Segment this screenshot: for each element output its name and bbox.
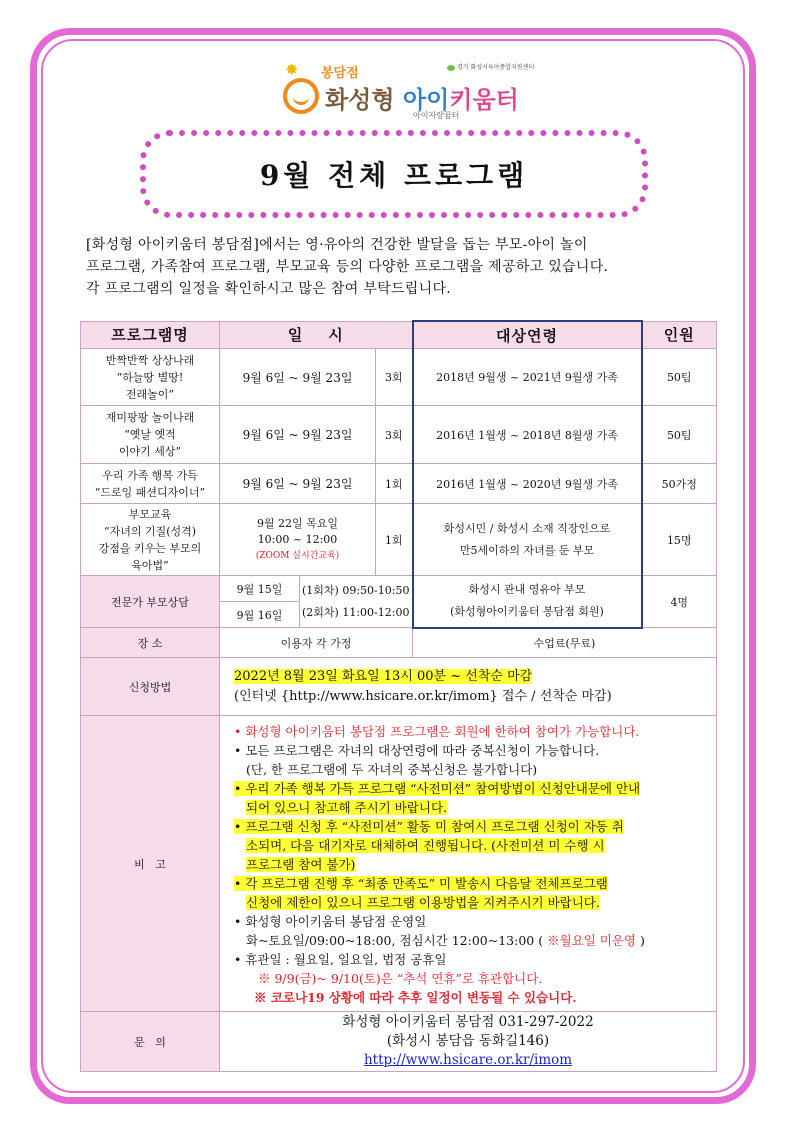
program-date: 9월 6일 ~ 9월 23일 [220,464,376,504]
table-header-row [81,321,717,349]
program-count: 50팀 [642,406,717,464]
apply-method [220,658,717,716]
program-date-line: 10:00 ~ 12:00 [257,532,338,546]
logo-org [447,62,534,71]
program-table [80,320,717,1072]
note-item [234,931,708,950]
logo-sub: 아이자람꿈터 [413,111,460,120]
header-count: 인원 [642,321,717,349]
notes [220,716,717,1012]
intro-line: [화성형 아이키움터 봉담점]에서는 영·유아의 건강한 발달을 돕는 부모-아이 놀이 [86,237,588,253]
program-name-line: “옛날 옛적 [124,428,176,441]
consult-slot: (2회차) 11:00-12:00 [302,605,410,619]
page-title: 9월 전체 프로그램 [259,159,529,192]
note-item: • 각 프로그램 진행 후 “최종 만족도” 미 발송시 다음달 전체프로그램 [234,876,608,891]
table-row [81,1012,717,1072]
note-item: ※ 9/9(금)~ 9/10(토)은 “추석 연휴”로 휴관합니다. [258,971,543,986]
consult-count: 4명 [642,576,717,628]
program-count: 15명 [642,504,717,576]
program-age-line: 화성시민 / 화성시 소재 직장인으로 [443,521,611,535]
table-row [81,504,717,576]
logo-org-text: 경기 화성시육아종합지원센터 [457,64,535,71]
place-value: 이용자 각 가정 [220,628,413,658]
note-hours: 화~토요일/09:00~18:00, 점심시간 12:00~13:00 ( [246,933,548,948]
program-name-line: 이야기 세상” [118,445,182,458]
note-monday: ※월요일 미운영 [547,933,637,948]
program-date [220,504,376,576]
consult-day: 9월 16일 [220,602,300,628]
intro-line: 프로그램, 가족참여 프로그램, 부모교육 등의 다양한 프로그램을 제공하고 있습니다. [86,259,609,275]
logo-name-part3: 키움터 [449,86,519,114]
program-age-line: 만5세이하의 자녀를 둔 부모 [459,543,595,557]
note-item: • 프로그램 신청 후 “사전미션” 활동 미 참여시 프로그램 신청이 자동 취 [234,819,624,834]
program-name [81,464,220,504]
program-name-line: 우리 가족 행복 가득 [102,468,198,482]
logo-name-part1: 화성형 [325,86,403,114]
logo [283,60,543,122]
table-row [81,658,717,716]
notes-label: 비 고 [81,716,220,1012]
program-name-line: 반짝반짝 상상나래 [105,353,195,367]
note-item: 프로그램 참여 불가) [246,857,356,872]
note-close: ) [636,933,645,948]
program-name-line: 육아법” [131,558,169,572]
program-name-line: 부모교육 [128,507,172,521]
consult-age-line: (화성형아이키움터 봉담점 회원) [450,605,604,619]
org-icon [447,65,455,71]
contact-link[interactable]: http://www.hsicare.or.kr/imom [363,1052,573,1068]
header-age: 대상연령 [413,321,642,349]
consult-age [413,576,642,628]
intro-text [86,234,726,300]
program-date: 9월 6일 ~ 9월 23일 [220,349,376,406]
apply-label: 신청방법 [81,658,220,716]
consult-slot: (1회차) 09:50-10:50 [302,583,410,597]
program-date: 9월 6일 ~ 9월 23일 [220,406,376,464]
program-count: 50팀 [642,349,717,406]
note-item: • 모든 프로그램은 자녀의 대상연령에 따라 중복신청이 가능합니다. [234,743,600,758]
program-name-line: “드로잉 패션디자이너” [94,485,206,499]
logo-name-part2: 아이 [402,86,450,114]
program-age: 2016년 1월생 ~ 2020년 9월생 가족 [413,464,642,504]
table-row [81,406,717,464]
note-item: • 휴관일 : 월요일, 일요일, 법정 공휴일 [234,952,447,967]
program-age: 2018년 9월생 ~ 2021년 9월생 가족 [413,349,642,406]
note-item: • 우리 가족 행복 가득 프로그램 “사전미션” 참여방법이 신청안내문에 안내 [234,781,641,796]
sun-icon: ✸ [285,60,299,79]
program-name-line: 전래놀이” [125,387,175,401]
program-name-line: “하늘땅 별땅! [116,370,184,384]
program-times: 1회 [376,504,413,576]
consult-day: 9월 15일 [220,576,300,602]
note-item: 되어 있으니 참고해 주시기 바랍니다. [246,800,447,815]
intro-line: 각 프로그램의 일정을 확인하시고 많은 참여 부탁드립니다. [86,281,452,297]
program-name-line: 강점을 키우는 부모의 [98,541,202,555]
contact [220,1012,717,1072]
header-schedule: 일 시 [220,321,413,349]
consult-age-line: 화성시 관내 영유아 부모 [468,583,586,597]
note-item: (단, 한 프로그램에 두 자녀의 중복신청은 불가합니다) [246,762,538,777]
contact-label: 문 의 [81,1012,220,1072]
note-item: • 화성형 아이키움터 봉담점 프로그램은 회원에 한하여 참여가 가능합니다. [234,724,640,739]
table-row [81,349,717,406]
place-label: 장 소 [81,628,220,658]
place-fee: 수업료(무료) [413,628,717,658]
table-row [81,576,717,602]
program-times: 3회 [376,406,413,464]
note-item: • 화성형 아이키움터 봉담점 운영일 [234,914,427,929]
program-times: 3회 [376,349,413,406]
contact-line: (화성시 봉담읍 동화길146) [386,1033,550,1049]
program-name [81,349,220,406]
program-age [413,504,642,576]
header-name: 프로그램명 [81,321,220,349]
note-item: ※ 코로나19 상황에 따라 추후 일정이 변동될 수 있습니다. [254,990,577,1005]
program-age: 2016년 1월생 ~ 2018년 8월생 가족 [413,406,642,464]
table-row [81,464,717,504]
program-count: 50가정 [642,464,717,504]
consult-name: 전문가 부모상담 [81,576,220,628]
note-item: 소되며, 다음 대기자로 대체하여 진행됩니다. (사전미션 미 수행 시 [246,838,605,853]
logo-branch: 봉담점 [321,66,359,81]
program-name-line: “자녀의 기질(성격) [103,524,197,538]
consult-slots [300,576,413,628]
title-box [140,130,648,218]
program-name [81,406,220,464]
program-date-line: 9월 22일 목요일 [256,516,339,530]
program-date-note: (ZOOM 실시간교육) [255,550,340,561]
smile-icon [283,78,319,114]
program-name [81,504,220,576]
note-item: 신청에 제한이 있으니 프로그램 이용방법을 지켜주시기 바랍니다. [246,895,600,910]
table-row [81,716,717,1012]
program-times: 1회 [376,464,413,504]
table-row [81,628,717,658]
program-name-line: 재미팡팡 놀이나래 [105,411,195,424]
contact-line: 화성형 아이키움터 봉담점 031-297-2022 [342,1014,594,1030]
apply-line: (인터넷 {http://www.hsicare.or.kr/imom} 접수 / 선착순 마감) [234,688,612,704]
apply-line: 2022년 8월 23일 화요일 13시 00분 ~ 선착순 마감 [234,668,533,684]
